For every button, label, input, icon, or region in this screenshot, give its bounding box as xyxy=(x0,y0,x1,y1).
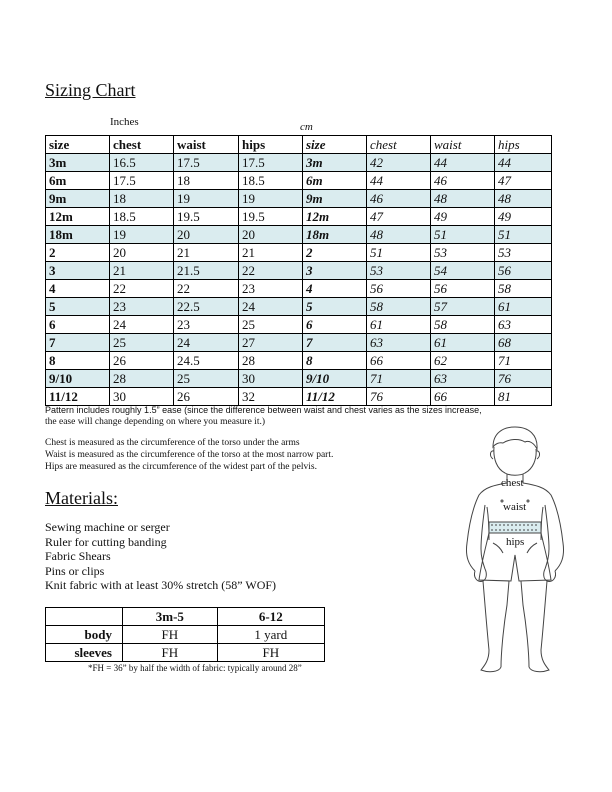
header-chest: chest xyxy=(110,136,174,154)
cm-size-cell: 7 xyxy=(303,334,367,352)
cm-chest-cell: 61 xyxy=(367,316,431,334)
hips-cell: 28 xyxy=(239,352,303,370)
cm-hips-cell: 44 xyxy=(495,154,552,172)
materials-item: Ruler for cutting banding xyxy=(45,534,167,549)
size-cell: 3 xyxy=(46,262,110,280)
table-row xyxy=(46,172,552,190)
waist-cell: 17.5 xyxy=(174,154,239,172)
cm-size-cell: 6 xyxy=(303,316,367,334)
materials-item: Pins or clips xyxy=(45,563,105,578)
cm-chest-cell: 42 xyxy=(367,154,431,172)
cm-chest-cell: 76 xyxy=(367,388,431,406)
hips-cell: 19 xyxy=(239,190,303,208)
materials-list xyxy=(45,520,276,593)
hips-cell: 30 xyxy=(239,370,303,388)
cm-label: cm xyxy=(300,121,313,133)
waist-cell: 20 xyxy=(174,226,239,244)
table-row xyxy=(46,316,552,334)
cm-size-cell: 5 xyxy=(303,298,367,316)
cm-chest-cell: 58 xyxy=(367,298,431,316)
cm-hips-cell: 68 xyxy=(495,334,552,352)
page-title: Sizing Chart xyxy=(45,80,136,100)
size-cell: 3m xyxy=(46,154,110,172)
figure-chest-label: chest xyxy=(501,477,524,489)
cm-chest-cell: 48 xyxy=(367,226,431,244)
cm-chest-cell: 44 xyxy=(367,172,431,190)
size-cell: 18m xyxy=(46,226,110,244)
chest-cell: 18 xyxy=(110,190,174,208)
cm-chest-cell: 71 xyxy=(367,370,431,388)
table-row xyxy=(46,262,552,280)
chest-cell: 25 xyxy=(110,334,174,352)
row-label-body: body xyxy=(46,626,123,644)
waist-cell: 24 xyxy=(174,334,239,352)
cm-hips-cell: 56 xyxy=(495,262,552,280)
table-row xyxy=(46,370,552,388)
waist-cell: 21.5 xyxy=(174,262,239,280)
header-cm-hips: hips xyxy=(495,136,552,154)
cm-size-cell: 12m xyxy=(303,208,367,226)
figure-waist-label: waist xyxy=(503,501,527,513)
waist-cell: 25 xyxy=(174,370,239,388)
hips-cell: 18.5 xyxy=(239,172,303,190)
hips-cell: 17.5 xyxy=(239,154,303,172)
cm-hips-cell: 48 xyxy=(495,190,552,208)
cm-waist-cell: 66 xyxy=(431,388,495,406)
cm-chest-cell: 46 xyxy=(367,190,431,208)
cm-waist-cell: 54 xyxy=(431,262,495,280)
size-cell: 11/12 xyxy=(46,388,110,406)
header-cm-size: size xyxy=(303,136,367,154)
cm-size-cell: 9/10 xyxy=(303,370,367,388)
cm-waist-cell: 57 xyxy=(431,298,495,316)
waist-cell: 19 xyxy=(174,190,239,208)
boy-figure-illustration xyxy=(455,425,575,680)
chest-cell: 30 xyxy=(110,388,174,406)
sleeves-large-value: FH xyxy=(217,644,324,662)
hips-cell: 19.5 xyxy=(239,208,303,226)
chest-note: Chest is measured as the circumference of the torso under the arms xyxy=(45,438,300,448)
materials-item: Knit fabric with at least 30% stretch (58” WOF) xyxy=(45,578,277,592)
size-cell: 6m xyxy=(46,172,110,190)
header-cm-waist: waist xyxy=(431,136,495,154)
table-row xyxy=(46,226,552,244)
cm-size-cell: 4 xyxy=(303,280,367,298)
table-row xyxy=(46,154,552,172)
body-large-value: 1 yard xyxy=(217,626,324,644)
cm-hips-cell: 63 xyxy=(495,316,552,334)
waist-note: Waist is measured as the circumference of the torso at the most narrow part. xyxy=(45,450,334,460)
cm-hips-cell: 71 xyxy=(495,352,552,370)
cm-hips-cell: 51 xyxy=(495,226,552,244)
materials-header-large: 6-12 xyxy=(217,608,324,626)
size-cell: 9m xyxy=(46,190,110,208)
cm-waist-cell: 58 xyxy=(431,316,495,334)
sleeves-small-value: FH xyxy=(123,644,218,662)
materials-row-sleeves xyxy=(46,644,325,662)
waist-cell: 26 xyxy=(174,388,239,406)
figure-hips-label: hips xyxy=(506,536,525,548)
chest-cell: 24 xyxy=(110,316,174,334)
header-waist: waist xyxy=(174,136,239,154)
size-cell: 12m xyxy=(46,208,110,226)
table-row xyxy=(46,244,552,262)
body-small-value: FH xyxy=(123,626,218,644)
waist-cell: 19.5 xyxy=(174,208,239,226)
chest-cell: 26 xyxy=(110,352,174,370)
waist-cell: 21 xyxy=(174,244,239,262)
materials-table xyxy=(45,607,325,662)
table-row xyxy=(46,280,552,298)
sizing-header-row xyxy=(46,136,552,154)
cm-size-cell: 3 xyxy=(303,262,367,280)
hips-cell: 24 xyxy=(239,298,303,316)
hips-cell: 20 xyxy=(239,226,303,244)
cm-chest-cell: 63 xyxy=(367,334,431,352)
cm-size-cell: 9m xyxy=(303,190,367,208)
chest-cell: 22 xyxy=(110,280,174,298)
header-hips: hips xyxy=(239,136,303,154)
waist-cell: 24.5 xyxy=(174,352,239,370)
cm-hips-cell: 49 xyxy=(495,208,552,226)
header-size: size xyxy=(46,136,110,154)
cm-waist-cell: 44 xyxy=(431,154,495,172)
waist-cell: 22 xyxy=(174,280,239,298)
hips-cell: 32 xyxy=(239,388,303,406)
cm-size-cell: 2 xyxy=(303,244,367,262)
cm-chest-cell: 66 xyxy=(367,352,431,370)
cm-chest-cell: 56 xyxy=(367,280,431,298)
row-label-sleeves: sleeves xyxy=(46,644,123,662)
size-cell: 7 xyxy=(46,334,110,352)
inches-label: Inches xyxy=(110,116,139,128)
waist-cell: 23 xyxy=(174,316,239,334)
cm-size-cell: 3m xyxy=(303,154,367,172)
cm-waist-cell: 49 xyxy=(431,208,495,226)
chest-cell: 16.5 xyxy=(110,154,174,172)
chest-cell: 28 xyxy=(110,370,174,388)
cm-hips-cell: 81 xyxy=(495,388,552,406)
materials-title: Materials: xyxy=(45,488,118,508)
cm-waist-cell: 46 xyxy=(431,172,495,190)
cm-size-cell: 8 xyxy=(303,352,367,370)
table-row xyxy=(46,298,552,316)
hips-note: Hips are measured as the circumference of the widest part of the pelvis. xyxy=(45,462,317,472)
table-row xyxy=(46,208,552,226)
cm-chest-cell: 51 xyxy=(367,244,431,262)
hips-cell: 27 xyxy=(239,334,303,352)
cm-hips-cell: 58 xyxy=(495,280,552,298)
cm-waist-cell: 48 xyxy=(431,190,495,208)
chest-cell: 23 xyxy=(110,298,174,316)
chest-cell: 17.5 xyxy=(110,172,174,190)
ease-note-line-2: the ease will change depending on where you measure it.) xyxy=(45,417,266,427)
materials-row-body xyxy=(46,626,325,644)
cm-waist-cell: 63 xyxy=(431,370,495,388)
cm-waist-cell: 62 xyxy=(431,352,495,370)
cm-hips-cell: 61 xyxy=(495,298,552,316)
size-cell: 2 xyxy=(46,244,110,262)
table-row xyxy=(46,190,552,208)
size-cell: 9/10 xyxy=(46,370,110,388)
size-cell: 8 xyxy=(46,352,110,370)
measure-notes xyxy=(45,437,333,473)
size-cell: 6 xyxy=(46,316,110,334)
cm-hips-cell: 76 xyxy=(495,370,552,388)
cm-waist-cell: 51 xyxy=(431,226,495,244)
hips-cell: 23 xyxy=(239,280,303,298)
cm-chest-cell: 53 xyxy=(367,262,431,280)
table-row xyxy=(46,388,552,406)
waist-cell: 22.5 xyxy=(174,298,239,316)
materials-item: Sewing machine or serger xyxy=(45,520,170,534)
chest-cell: 20 xyxy=(110,244,174,262)
cm-size-cell: 11/12 xyxy=(303,388,367,406)
chest-cell: 19 xyxy=(110,226,174,244)
materials-header-row xyxy=(46,608,325,626)
hips-cell: 25 xyxy=(239,316,303,334)
materials-item: Fabric Shears xyxy=(45,549,111,563)
fh-note: *FH = 36” by half the width of fabric: typically around 28” xyxy=(88,663,302,673)
cm-size-cell: 18m xyxy=(303,226,367,244)
cm-hips-cell: 53 xyxy=(495,244,552,262)
cm-chest-cell: 47 xyxy=(367,208,431,226)
hips-cell: 22 xyxy=(239,262,303,280)
chest-cell: 18.5 xyxy=(110,208,174,226)
size-cell: 4 xyxy=(46,280,110,298)
table-row xyxy=(46,352,552,370)
materials-header-blank xyxy=(46,608,123,626)
waist-cell: 18 xyxy=(174,172,239,190)
ease-note-line-1: Pattern includes roughly 1.5” ease (since the difference between waist and chest varies as the sizes increase, xyxy=(45,405,482,415)
sizing-table xyxy=(45,135,552,406)
chest-cell: 21 xyxy=(110,262,174,280)
cm-waist-cell: 56 xyxy=(431,280,495,298)
size-cell: 5 xyxy=(46,298,110,316)
cm-size-cell: 6m xyxy=(303,172,367,190)
hips-cell: 21 xyxy=(239,244,303,262)
cm-waist-cell: 53 xyxy=(431,244,495,262)
cm-hips-cell: 47 xyxy=(495,172,552,190)
cm-waist-cell: 61 xyxy=(431,334,495,352)
header-cm-chest: chest xyxy=(367,136,431,154)
table-row xyxy=(46,334,552,352)
materials-header-small: 3m-5 xyxy=(123,608,218,626)
